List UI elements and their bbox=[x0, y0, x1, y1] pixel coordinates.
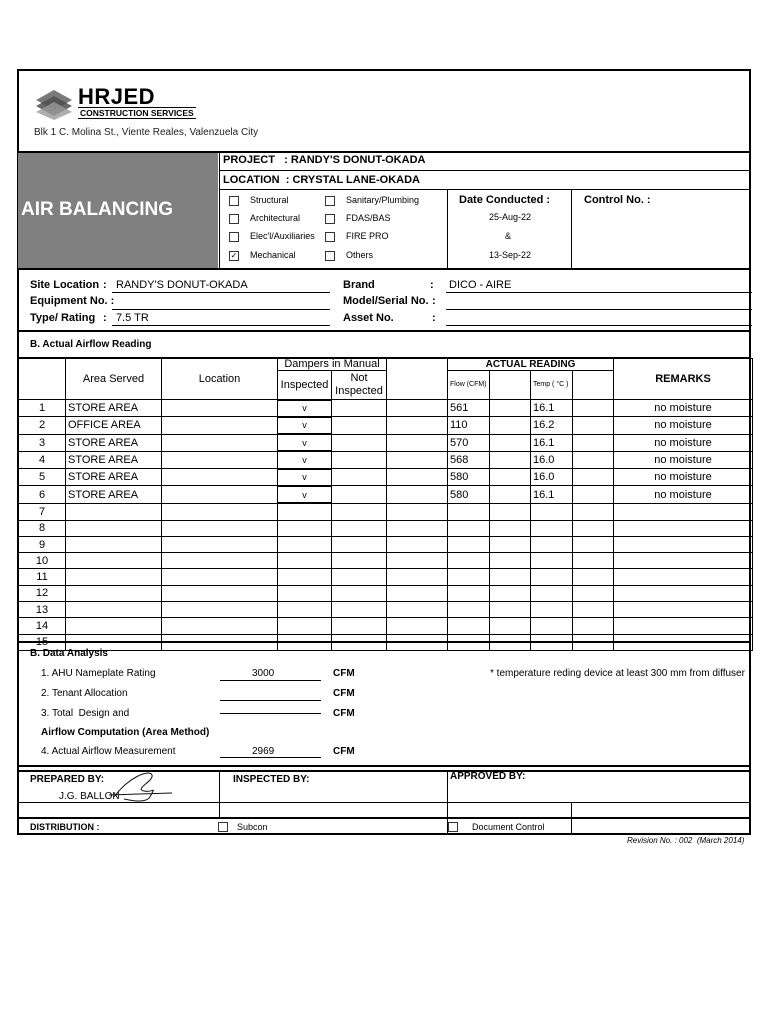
cell-remarks bbox=[614, 520, 753, 536]
cell-empty bbox=[490, 553, 531, 569]
distribution-label: DISTRIBUTION : bbox=[30, 822, 100, 832]
cell-empty bbox=[490, 503, 531, 520]
cell-empty bbox=[162, 503, 278, 520]
cell-empty bbox=[490, 469, 531, 486]
airflow-table bbox=[18, 358, 753, 651]
cell-flow bbox=[448, 585, 490, 601]
table-row bbox=[19, 569, 753, 585]
cell-empty bbox=[332, 569, 387, 585]
cell-insp: v bbox=[278, 486, 332, 503]
cell-no: 5 bbox=[19, 469, 66, 486]
cell-empty bbox=[573, 553, 614, 569]
header-not-inspected: Not Inspected bbox=[332, 371, 387, 400]
cell-empty bbox=[573, 536, 614, 552]
cell-empty bbox=[387, 469, 448, 486]
cell-empty bbox=[387, 434, 448, 451]
cell-insp bbox=[278, 520, 332, 536]
analysis-unit-2: CFM bbox=[333, 688, 355, 699]
cell-no: 10 bbox=[19, 553, 66, 569]
cell-remarks: no moisture bbox=[614, 486, 753, 503]
cell-empty bbox=[387, 553, 448, 569]
cell-empty bbox=[332, 503, 387, 520]
date-2: 13-Sep-22 bbox=[489, 250, 532, 260]
cell-insp bbox=[278, 569, 332, 585]
cell-temp: 16.0 bbox=[531, 469, 573, 486]
header-flow: Flow (CFM) bbox=[448, 371, 490, 400]
cell-empty bbox=[332, 451, 387, 468]
cell-empty bbox=[573, 520, 614, 536]
analysis-item-3: 3. Total Design and bbox=[41, 708, 130, 719]
cell-empty bbox=[490, 451, 531, 468]
cell-empty bbox=[387, 569, 448, 585]
table-row bbox=[19, 553, 753, 569]
model-serial-label: Model/Serial No. bbox=[343, 295, 429, 307]
date-conducted-label: Date Conducted : bbox=[459, 194, 551, 206]
cell-remarks bbox=[614, 585, 753, 601]
cell-empty bbox=[490, 520, 531, 536]
header-actual-reading: ACTUAL READING bbox=[448, 359, 614, 371]
cell-empty bbox=[573, 469, 614, 486]
cell-empty bbox=[332, 553, 387, 569]
table-row bbox=[19, 602, 753, 618]
analysis-item-2: 2. Tenant Allocation bbox=[41, 688, 128, 699]
header-temp: Temp ( °C ) bbox=[531, 371, 573, 400]
cell-temp: 16.1 bbox=[531, 486, 573, 503]
cell-no: 6 bbox=[19, 486, 66, 503]
project-label: PROJECT : RANDY'S DONUT-OKADA bbox=[223, 154, 426, 166]
signature-icon bbox=[104, 767, 174, 807]
cell-empty bbox=[332, 417, 387, 434]
site-location-value: RANDY'S DONUT-OKADA bbox=[116, 279, 248, 291]
cell-empty bbox=[387, 400, 448, 417]
header-remarks: REMARKS bbox=[614, 359, 753, 400]
table-row bbox=[19, 520, 753, 536]
cell-insp: v bbox=[278, 469, 332, 486]
cell-insp bbox=[278, 503, 332, 520]
cell-area: OFFICE AREA bbox=[66, 417, 162, 434]
cell-empty bbox=[162, 553, 278, 569]
analysis-note: * temperature reding device at least 300 mm from diffuser bbox=[490, 668, 745, 679]
cell-insp: v bbox=[278, 434, 332, 451]
cell-area bbox=[66, 585, 162, 601]
analysis-item-1-value: 3000 bbox=[252, 668, 275, 679]
cell-empty bbox=[490, 618, 531, 634]
cell-empty bbox=[573, 434, 614, 451]
cell-temp: 16.2 bbox=[531, 417, 573, 434]
cell-temp bbox=[531, 618, 573, 634]
cell-insp bbox=[278, 585, 332, 601]
cell-insp bbox=[278, 553, 332, 569]
discipline-label-0: Structural bbox=[250, 195, 289, 205]
cell-temp bbox=[531, 585, 573, 601]
cell-flow bbox=[448, 618, 490, 634]
cell-empty bbox=[162, 417, 278, 434]
header-inspected: Inspected bbox=[278, 371, 332, 400]
discipline-checkbox-5[interactable] bbox=[325, 214, 335, 224]
cell-flow bbox=[448, 569, 490, 585]
cell-remarks bbox=[614, 602, 753, 618]
equipment-label: Equipment No. : bbox=[30, 295, 115, 307]
cell-flow bbox=[448, 503, 490, 520]
cell-empty bbox=[162, 451, 278, 468]
page-title: AIR BALANCING bbox=[21, 199, 173, 220]
header-dampers: Dampers in Manual bbox=[278, 359, 387, 371]
table-row bbox=[19, 417, 753, 434]
cell-flow: 568 bbox=[448, 451, 490, 468]
cell-empty bbox=[490, 434, 531, 451]
cell-empty bbox=[332, 469, 387, 486]
cell-area bbox=[66, 553, 162, 569]
cell-empty bbox=[332, 400, 387, 417]
cell-empty bbox=[573, 503, 614, 520]
logo-mark-icon bbox=[34, 86, 74, 120]
cell-no: 8 bbox=[19, 520, 66, 536]
subcon-checkbox[interactable] bbox=[218, 822, 228, 832]
cell-no: 7 bbox=[19, 503, 66, 520]
analysis-unit-4: CFM bbox=[333, 746, 355, 757]
cell-temp bbox=[531, 536, 573, 552]
cell-empty bbox=[162, 469, 278, 486]
document-control-checkbox[interactable] bbox=[448, 822, 458, 832]
subcon-label: Subcon bbox=[237, 822, 268, 832]
discipline-label-6: FIRE PRO bbox=[346, 231, 389, 241]
cell-insp bbox=[278, 536, 332, 552]
cell-empty bbox=[387, 503, 448, 520]
cell-empty bbox=[162, 569, 278, 585]
cell-empty bbox=[332, 536, 387, 552]
cell-empty bbox=[332, 486, 387, 503]
cell-flow: 561 bbox=[448, 400, 490, 417]
discipline-checkbox-3[interactable]: ✓ bbox=[230, 251, 238, 260]
cell-remarks: no moisture bbox=[614, 451, 753, 468]
cell-area bbox=[66, 536, 162, 552]
cell-flow bbox=[448, 553, 490, 569]
cell-insp bbox=[278, 602, 332, 618]
logo-text: HRJED bbox=[78, 84, 156, 109]
cell-empty bbox=[490, 602, 531, 618]
brand-label: Brand bbox=[343, 279, 375, 291]
table-row bbox=[19, 434, 753, 451]
discipline-label-4: Sanitary/Plumbing bbox=[346, 195, 420, 205]
date-1: 25-Aug-22 bbox=[489, 212, 532, 222]
discipline-checkbox-1[interactable] bbox=[229, 214, 239, 224]
cell-remarks bbox=[614, 569, 753, 585]
cell-remarks bbox=[614, 503, 753, 520]
cell-area: STORE AREA bbox=[66, 486, 162, 503]
cell-empty bbox=[162, 400, 278, 417]
cell-no: 4 bbox=[19, 451, 66, 468]
table-row bbox=[19, 469, 753, 486]
cell-temp bbox=[531, 602, 573, 618]
cell-empty bbox=[332, 618, 387, 634]
cell-remarks bbox=[614, 553, 753, 569]
cell-temp: 16.1 bbox=[531, 400, 573, 417]
company-logo bbox=[34, 86, 234, 122]
cell-empty bbox=[490, 486, 531, 503]
cell-remarks bbox=[614, 536, 753, 552]
analysis-unit-3: CFM bbox=[333, 708, 355, 719]
cell-area: STORE AREA bbox=[66, 469, 162, 486]
cell-remarks: no moisture bbox=[614, 434, 753, 451]
cell-empty bbox=[573, 486, 614, 503]
cell-remarks: no moisture bbox=[614, 400, 753, 417]
cell-temp bbox=[531, 520, 573, 536]
prepared-by-label: PREPARED BY: bbox=[30, 774, 105, 785]
location-label: LOCATION : CRYSTAL LANE-OKADA bbox=[223, 174, 420, 186]
discipline-label-2: Elec'l/Auxiliaries bbox=[250, 231, 315, 241]
cell-no: 15 bbox=[19, 634, 66, 650]
cell-area: STORE AREA bbox=[66, 434, 162, 451]
cell-no: 11 bbox=[19, 569, 66, 585]
revision-no: Revision No. : 002 (March 2014) bbox=[627, 836, 745, 845]
cell-empty bbox=[490, 585, 531, 601]
cell-no: 3 bbox=[19, 434, 66, 451]
cell-insp: v bbox=[278, 451, 332, 468]
cell-empty bbox=[573, 451, 614, 468]
cell-empty bbox=[162, 520, 278, 536]
cell-area: STORE AREA bbox=[66, 400, 162, 417]
discipline-checkbox-6[interactable] bbox=[325, 232, 335, 242]
table-row bbox=[19, 451, 753, 468]
discipline-checkbox-0[interactable] bbox=[229, 196, 239, 206]
cell-remarks: no moisture bbox=[614, 469, 753, 486]
cell-area bbox=[66, 602, 162, 618]
cell-empty bbox=[162, 486, 278, 503]
cell-insp: v bbox=[278, 417, 332, 434]
cell-empty bbox=[332, 602, 387, 618]
analysis-item-4-value: 2969 bbox=[252, 746, 275, 757]
cell-no: 12 bbox=[19, 585, 66, 601]
cell-empty bbox=[490, 400, 531, 417]
cell-area bbox=[66, 503, 162, 520]
table-row bbox=[19, 503, 753, 520]
cell-empty bbox=[573, 400, 614, 417]
type-rating-value: 7.5 TR bbox=[116, 312, 149, 324]
header-location: Location bbox=[162, 359, 278, 400]
brand-value: DICO - AIRE bbox=[449, 279, 512, 291]
discipline-label-7: Others bbox=[346, 250, 374, 260]
analysis-subtitle: Airflow Computation (Area Method) bbox=[41, 727, 210, 738]
table-row bbox=[19, 536, 753, 552]
header-area-served: Area Served bbox=[66, 359, 162, 400]
cell-flow: 580 bbox=[448, 469, 490, 486]
cell-remarks bbox=[614, 618, 753, 634]
cell-empty bbox=[162, 434, 278, 451]
cell-empty bbox=[162, 585, 278, 601]
cell-empty bbox=[573, 417, 614, 434]
document-control-label: Document Control bbox=[472, 822, 545, 832]
cell-empty bbox=[387, 417, 448, 434]
cell-empty bbox=[490, 417, 531, 434]
cell-temp: 16.1 bbox=[531, 434, 573, 451]
discipline-checkbox-4[interactable] bbox=[325, 196, 335, 206]
cell-empty bbox=[490, 569, 531, 585]
cell-flow bbox=[448, 536, 490, 552]
cell-no: 2 bbox=[19, 417, 66, 434]
cell-no: 9 bbox=[19, 536, 66, 552]
asset-no-label: Asset No. bbox=[343, 312, 394, 324]
cell-remarks: no moisture bbox=[614, 417, 753, 434]
discipline-label-5: FDAS/BAS bbox=[346, 213, 391, 223]
inspected-by-label: INSPECTED BY: bbox=[233, 774, 310, 785]
discipline-checkbox-2[interactable] bbox=[229, 232, 239, 242]
cell-temp bbox=[531, 569, 573, 585]
analysis-item-4: 4. Actual Airflow Measurement bbox=[41, 746, 176, 757]
cell-flow: 580 bbox=[448, 486, 490, 503]
table-row bbox=[19, 618, 753, 634]
cell-temp bbox=[531, 503, 573, 520]
cell-empty bbox=[332, 520, 387, 536]
cell-area bbox=[66, 618, 162, 634]
cell-empty bbox=[573, 569, 614, 585]
cell-area bbox=[66, 520, 162, 536]
cell-empty bbox=[573, 618, 614, 634]
cell-empty bbox=[387, 536, 448, 552]
cell-empty bbox=[573, 585, 614, 601]
table-row bbox=[19, 400, 753, 417]
cell-temp bbox=[531, 553, 573, 569]
cell-empty bbox=[387, 520, 448, 536]
cell-empty bbox=[387, 486, 448, 503]
cell-empty bbox=[162, 536, 278, 552]
cell-insp bbox=[278, 618, 332, 634]
discipline-label-3: Mechanical bbox=[250, 250, 296, 260]
cell-empty bbox=[387, 451, 448, 468]
cell-no: 1 bbox=[19, 400, 66, 417]
cell-empty bbox=[332, 585, 387, 601]
company-address: Blk 1 C. Molina St., Viente Reales, Valenzuela City bbox=[34, 127, 259, 138]
cell-empty bbox=[332, 434, 387, 451]
cell-no: 14 bbox=[19, 618, 66, 634]
date-amp: & bbox=[505, 231, 512, 241]
cell-flow bbox=[448, 602, 490, 618]
cell-empty bbox=[387, 585, 448, 601]
cell-temp: 16.0 bbox=[531, 451, 573, 468]
approved-by-label: APPROVED BY: bbox=[450, 771, 526, 782]
cell-empty bbox=[387, 602, 448, 618]
cell-no: 13 bbox=[19, 602, 66, 618]
cell-flow bbox=[448, 520, 490, 536]
section-analysis-title: B. Data Analysis bbox=[30, 648, 108, 659]
cell-area: STORE AREA bbox=[66, 451, 162, 468]
cell-insp: v bbox=[278, 400, 332, 417]
table-row bbox=[19, 585, 753, 601]
cell-empty bbox=[387, 618, 448, 634]
discipline-checkbox-7[interactable] bbox=[325, 251, 335, 261]
cell-empty bbox=[490, 536, 531, 552]
cell-area bbox=[66, 569, 162, 585]
site-location-label: Site Location bbox=[30, 279, 100, 291]
logo-subtext: CONSTRUCTION SERVICES bbox=[80, 108, 194, 118]
control-no-label: Control No. : bbox=[584, 194, 651, 206]
prepared-by-name: J.G. BALLON bbox=[59, 791, 120, 802]
cell-empty bbox=[162, 602, 278, 618]
discipline-label-1: Architectural bbox=[250, 213, 301, 223]
type-rating-label: Type/ Rating bbox=[30, 312, 96, 324]
cell-flow: 110 bbox=[448, 417, 490, 434]
cell-empty bbox=[573, 602, 614, 618]
section-airflow-title: B. Actual Airflow Reading bbox=[30, 339, 152, 350]
cell-flow: 570 bbox=[448, 434, 490, 451]
analysis-unit-1: CFM bbox=[333, 668, 355, 679]
table-row bbox=[19, 486, 753, 503]
cell-empty bbox=[162, 618, 278, 634]
analysis-item-1: 1. AHU Nameplate Rating bbox=[41, 668, 156, 679]
